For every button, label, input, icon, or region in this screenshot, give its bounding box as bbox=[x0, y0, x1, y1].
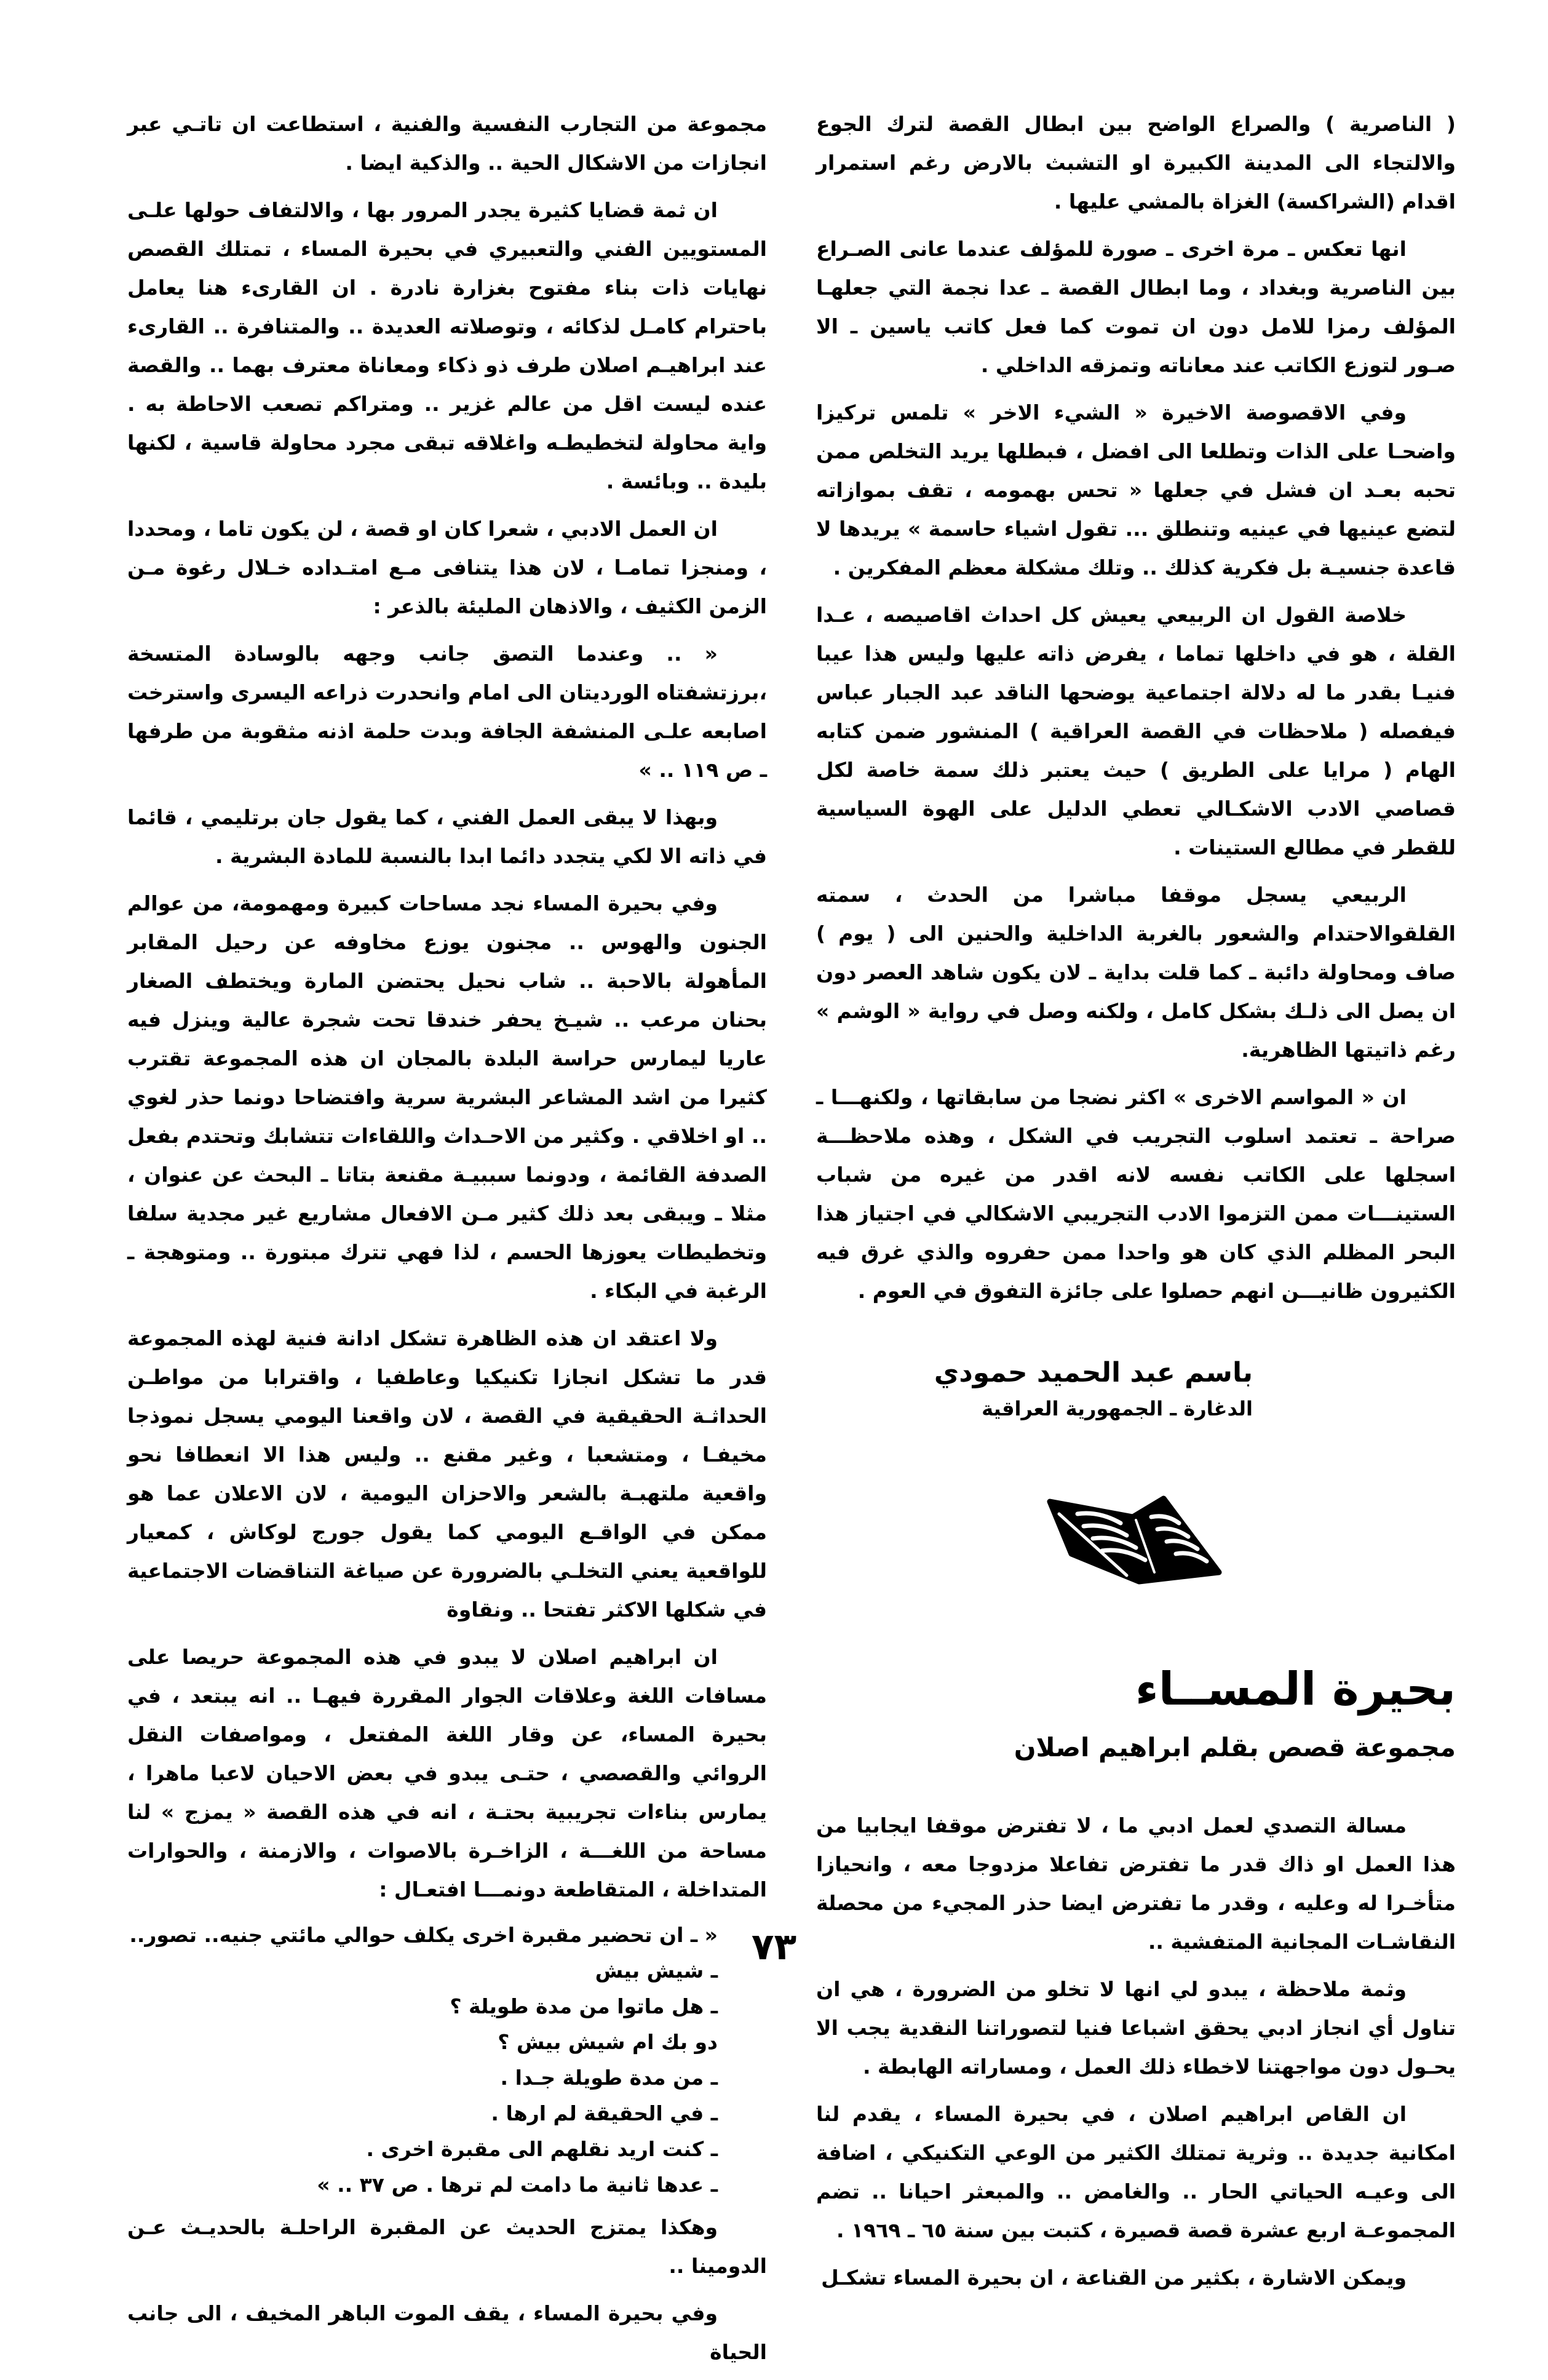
page-number: ٧٣ bbox=[751, 1925, 797, 1968]
paragraph: وثمة ملاحظة ، يبدو لي انها لا تخلو من الضرورة ، هي ان تناول أي انجاز ادبي يحقق اشباعا فنيا لتصوراتنا النقدية يجب الا يحـول دون مواجهتنا لاخطاء ذلك العمل ، ومساراته الهابطة . bbox=[816, 1977, 1456, 2079]
block-quote: « .. وعندما التصق جانب وجهه بالوسادة المتسخة ،برزتشفتاه الورديتان الى امام وانحدرت ذراعه اليسرى واسترخت اصابعه علـى المنشفة الجافة وبدت حلمة اذنه مثقوبة من طرفها ـ ص ١١٩ .. » bbox=[127, 642, 767, 782]
paragraph: وهكذا يمتزج الحديث عن المقبرة الراحلـة بالحديـث عـن الدومينا .. bbox=[127, 2215, 767, 2278]
paragraph: خلاصة القول ان الربيعي يعيش كل احداث اقاصيصه ، عـدا القلة ، هو في داخلها تماما ، يفرض ذاته عليها وليس هذا عيبا فنيـا بقدر ما له دلالة اجتماعية يوضحها الناقد عبد الجبار عباس فيفصله ( ملاحظات في القصة العراقية ) المنشور ضمن كتابه الهام ( مرايا على الطريق ) حيث يعتبر ذلك سمة خاصة لكل قصاصي الادب الاشكـالي تعطي الدليل على الهوة السياسية للقطر في مطالع الستينات . bbox=[816, 603, 1456, 859]
dialogue-line: « ـ ان تحضير مقبرة اخرى يكلف حوالي مائتي جنيه.. تصور.. bbox=[129, 1923, 718, 1947]
dialogue-line: ـ عدها ثانية ما دامت لم ترها . ص ٣٧ .. » bbox=[317, 2173, 718, 2197]
article-subtitle: مجموعة قصص بقلم ابراهيم اصلان bbox=[1014, 1732, 1456, 1762]
article-title: بحيرة المســاء bbox=[1135, 1663, 1456, 1716]
dialogue-line: ـ هل ماتوا من مدة طويلة ؟ bbox=[450, 1994, 718, 2018]
paragraph: الربيعي يسجل موقفا مباشرا من الحدث ، سمته القلقوالاحتدام والشعور بالغربة الداخلية والحنين الى ( يوم ) صاف ومحاولة دائبة ـ كما قلت بداية ـ لان يكون شاهد العصر دون ان يصل الى ذلـك بشكل كامل ، ولكنه وصل في رواية « الوشم » رغم ذاتيتها الظاهرية. bbox=[816, 883, 1456, 1062]
paragraph: مجموعة من التجارب النفسية والفنية ، استطاعت ان تاتـي عبر انجازات من الاشكال الحية .. والذكية ايضا . bbox=[127, 112, 767, 175]
author-name: باسم عبد الحميد حمودي bbox=[934, 1357, 1253, 1388]
author-byline bbox=[816, 1353, 1456, 1425]
author-location: الدغارة ـ الجمهورية العراقية bbox=[982, 1397, 1253, 1420]
paragraph: ان العمل الادبي ، شعرا كان او قصة ، لن يكون تاما ، ومحددا ، ومنجزا تمامـا ، لان هذا يتنافى مـع امتـداده خـلال رغوة مـن الزمن الكثيف ، والاذهان المليئة بالذعر : bbox=[127, 517, 767, 618]
paragraph: ان ثمة قضايا كثيرة يجدر المرور بها ، والالتفاف حولها علـى المستويين الفني والتعبيري في بحيرة المساء ، تمتلك القصص نهايات ذات بناء مفتوح بغزارة نادرة . ان القارىء هنا يعامل باحترام كامـل لذكائه ، وتوصلاته العديدة .. والمتنافرة .. القارىء عند ابراهيـم اصلان طرف ذو ذكاء ومعاناة معترف بهما .. والقصة عنده ليست اقل من عالم غزير .. ومتراكم تصعب الاحاطة به . واية محاولة لتخطيطـه واغلاقه تبقى مجرد محاولة قاسية ، لكنها بليدة .. وبائسة . bbox=[127, 198, 767, 493]
paragraph: ولا اعتقد ان هذه الظاهرة تشكل ادانة فنية لهذه المجموعة قدر ما تشكل انجازا تكنيكيا وعاطفيا ، واقترابا من مواطـن الحداثـة الحقيقية في القصة ، لان واقعنا اليومي يسجل نموذجا مخيفـا ، ومتشعبا ، وغير مقنع .. وليس هذا الا انعطافا نحو واقعية ملتهبـة بالشعر والاحزان اليومية ، لان الاعلان عما هو ممكن في الواقـع اليومي كما يقول جورج لوكاش ، كمعيار للواقعية يعني التخلـي بالضرورة عن صياغة التناقضات الاجتماعية في شكلها الاكثر تفتحا .. ونقاوة bbox=[127, 1326, 767, 1622]
paragraph: ان ابراهيم اصلان لا يبدو في هذه المجموعة حريصا على مسافات اللغة وعلاقات الجوار المقررة فيهـا .. انه يبتعد ، في بحيرة المساء، عن وقار اللغة المفتعل ، ومواصفات النقل الروائي والقصصي ، حتـى يبدو في بعض الاحيان لاعبا ماهرا ، يمارس بناءات تجريبية بحتـة ، انه في هذه القصة « يمزج » لنا مساحة من اللغـــة ، الزاخـرة بالاصوات ، والازمنة ، والحوارات المتداخلة ، المتقاطعة دونمـــا افتعـال : bbox=[127, 1645, 767, 1901]
paragraph: ( الناصرية ) والصراع الواضح بين ابطال القصة لترك الجوع والالتجاء الى المدينة الكبيرة او التشبث بالارض رغم استمرار اقدام (الشراكسة) الغزاة بالمشي عليها . bbox=[816, 112, 1456, 213]
dialogue-line: دو بك ام شيش بيش ؟ bbox=[498, 2030, 718, 2054]
paragraph: ان القاص ابراهيم اصلان ، في بحيرة المساء ، يقدم لنا امكانية جديدة .. وثرية تمتلك الكثير من الوعي التكنيكي ، اضافة الى وعيـه الحياتي الحار .. والغامض .. والمبعثر احيانا .. تضم المجموعـة اربع عشرة قصة قصيرة ، كتبت بين سنة ٦٥ ـ ١٩٦٩ . bbox=[816, 2102, 1456, 2242]
paragraph: وفي بحيرة المساء ، يقف الموت الباهر المخيف ، الى جانب الحياة bbox=[127, 2301, 767, 2364]
left-column bbox=[127, 105, 767, 2380]
paragraph: ويمكن الاشارة ، بكثير من القناعة ، ان بحيرة المساء تشكـل bbox=[821, 2266, 1407, 2290]
dialogue-line: ـ في الحقيقة لم ارها . bbox=[491, 2101, 718, 2125]
dialogue-line: ـ كنت اريد نقلهم الى مقبرة اخرى . bbox=[366, 2137, 718, 2161]
paragraph: وفي الاقصوصة الاخيرة « الشيء الاخر » تلمس تركيزا واضحـا على الذات وتطلعا الى افضل ، فبطلها يريد التخلص ممن تحبه بعـد ان فشل في جعلها « تحس بهمومه ، تقف بموازاته لتضع عينيها في عينيه وتنطلق ... تقول اشياء حاسمة » يريدها لا قاعدة جنسيـة بل فكرية كذلك .. وتلك مشكلة معظم المفكرين . bbox=[816, 400, 1456, 579]
open-book-icon bbox=[1034, 1480, 1237, 1585]
paragraph: وبهذا لا يبقى العمل الفني ، كما يقول جان برتليمي ، قائما في ذاته الا لكي يتجدد دائما ابدا بالنسبة للمادة البشرية . bbox=[127, 805, 767, 868]
paragraph: انها تعكس ـ مرة اخرى ـ صورة للمؤلف عندما عانى الصـراع بين الناصرية وبغداد ، وما ابطال القصة ـ عدا نجمة التي جعلهـا المؤلف رمزا للامل دون ان تموت كما فعل كاتب ياسين ـ الا صـور لتوزع الكاتب عند معاناته وتمزقه الداخلي . bbox=[816, 237, 1456, 377]
paragraph: ان « المواسم الاخرى » اكثر نضجا من سابقاتها ، ولكنهـــا ـ صراحة ـ تعتمد اسلوب التجريب في الشكل ، وهذه ملاحظـــة اسجلها على الكاتب نفسه لانه اقدر من غيره من شباب الستينـــات ممن التزموا الادب التجريبي الاشكالي في اجتياز هذا البحر المظلم الذي كان هو واحدا ممن حفروه والذي غرق فيه الكثيرون ظانيـــن انهم حصلوا على جائزة التفوق في العوم . bbox=[816, 1085, 1456, 1303]
right-column bbox=[816, 105, 1456, 2306]
paragraph: مسالة التصدي لعمل ادبي ما ، لا تفترض موقفا ايجابيا من هذا العمل او ذاك قدر ما تفترض تفاعلا مزدوجا معه ، وانحيازا متأخـرا له وعليه ، وقدر ما تفترض ايضا حذر المجيء من محصلة النقاشـات المجانية المتفشية .. bbox=[816, 1813, 1456, 1954]
paragraph: وفي بحيرة المساء نجد مساحات كبيرة ومهمومة، من عوالم الجنون والهوس .. مجنون يوزع مخاوفه عن رحيل المقابر المأهولة بالاحبة .. شاب نحيل يحتضن المارة ويختطف الصغار بحنان مرعب .. شيـخ يحفر خندقا تحت شجرة عالية وينزل فيه عاريا ليمارس حراسة البلدة بالمجان ان هذه المجموعة تقترب كثيرا من اشد المشاعر البشرية سرية وافتضاحا دونما حذر لغوي .. او اخلاقي . وكثير من الاحـداث واللقاءات تتشابك وتحتدم بفعل الصدفة القائمة ، ودونما سببيـة مقنعة بتاتا ـ البحث عن عنوان ، مثلا ـ ويبقى بعد ذلك كثير مـن الافعال مشاريع غير مجدية سلفا وتخطيطات يعوزها الحسم ، لذا فهي تترك مبتورة .. ومتوهجة ـ الرغبة في البكاء . bbox=[127, 891, 767, 1303]
dialogue-line: ـ من مدة طويلة جـدا . bbox=[500, 2066, 718, 2090]
dialogue-line: ـ شيش بيش bbox=[595, 1959, 718, 1983]
